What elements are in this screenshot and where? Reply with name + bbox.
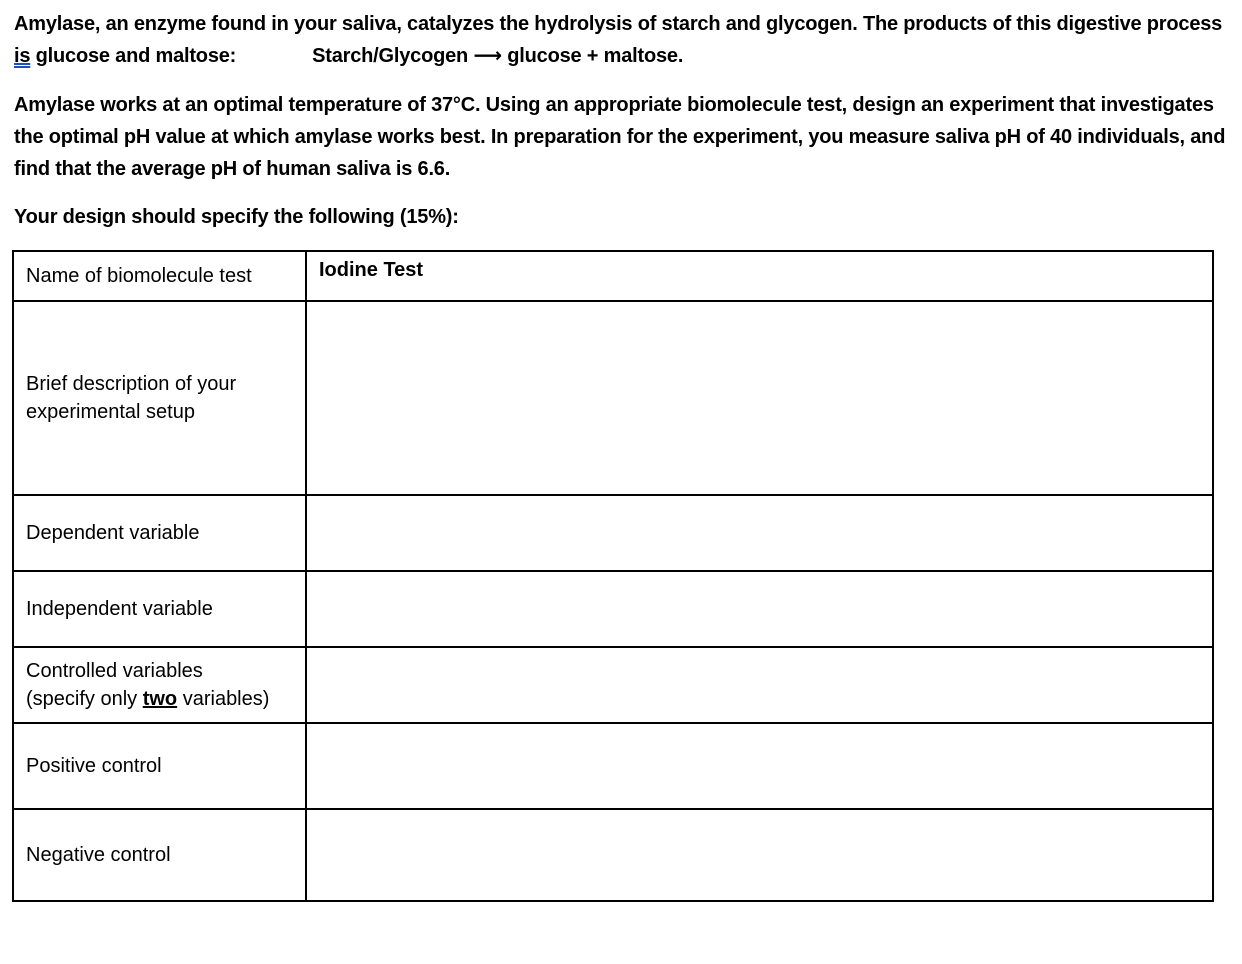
table-row [13,301,1213,495]
row-label-experimental-setup: Brief description of your experimental setup [13,301,306,495]
answer-independent-variable[interactable] [306,571,1213,647]
intro-text-rest: glucose and maltose: [30,45,237,67]
row-label-controlled-variables [13,647,306,723]
equation-arrow: ⟶ [473,45,502,67]
design-instruction: Your design should specify the following (15%): [14,206,459,228]
equation-right: glucose + maltose. [501,45,684,67]
controlled-variables-emphasis: two [142,688,178,710]
row-label-positive-control: Positive control [13,723,306,809]
design-spec-table [12,250,1214,902]
answer-experimental-setup[interactable] [306,301,1213,495]
answer-test-name[interactable]: Iodine Test [306,251,1213,301]
row-label-independent-variable: Independent variable [13,571,306,647]
table-row [13,571,1213,647]
table-row [13,647,1213,723]
answer-positive-control[interactable] [306,723,1213,809]
row-label-test-name: Name of biomolecule test [13,251,306,301]
answer-dependent-variable[interactable] [306,495,1213,571]
answer-negative-control[interactable] [306,809,1213,901]
assignment-document [14,8,1228,233]
table-row [13,809,1213,901]
table-row [13,723,1213,809]
intro-is-word: is [14,45,31,67]
controlled-variables-post: variables) [177,688,270,710]
answer-controlled-variables[interactable] [306,647,1213,723]
table-row [13,251,1213,301]
controlled-variables-pre: (specify only [26,688,143,710]
equation-left: Starch/Glycogen [312,45,474,67]
table-row [13,495,1213,571]
intro-text: Amylase, an enzyme found in your saliva, catalyzes the hydrolysis of starch and glycogen. The products of this digestive process [14,13,1223,35]
controlled-variables-title: Controlled variables [26,660,203,682]
row-label-negative-control: Negative control [13,809,306,901]
task-paragraph: Amylase works at an optimal temperature of 37°C. Using an appropriate biomolecule test, design an experiment that investigates the optimal pH value at which amylase works best. In preparation for the experiment, you measure saliva pH of 40 individuals, and find that the average pH of human saliva is 6.6. [14,94,1226,180]
row-label-dependent-variable: Dependent variable [13,495,306,571]
intro-paragraph-amylase [14,8,1228,72]
